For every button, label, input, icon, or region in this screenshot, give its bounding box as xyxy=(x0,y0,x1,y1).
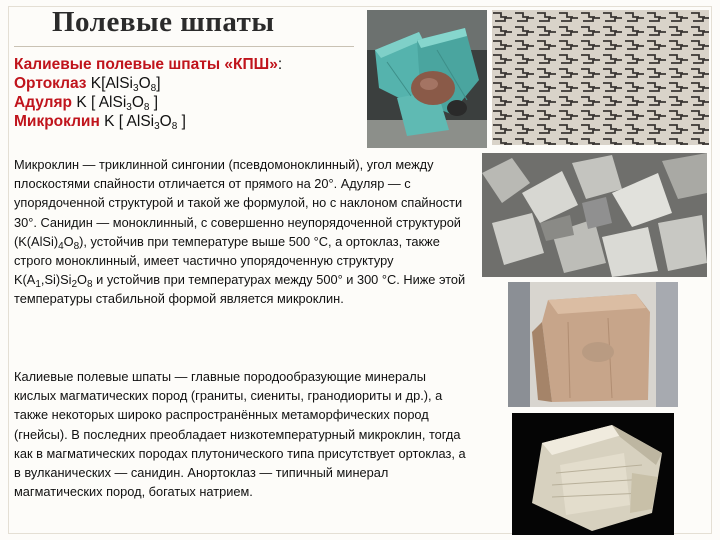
mineral-name: Микроклин xyxy=(14,113,100,130)
orthoclase-crystal-photo xyxy=(508,282,678,407)
formula-part: ] xyxy=(149,94,159,111)
formula-subscript: 8 xyxy=(143,102,150,113)
paragraph-occurrence: Калиевые полевые шпаты — главные породообразующие минералы кислых магматических пород (граниты, сиениты, гранодиориты и др.), а также некоторых широко распространённых метаморфических пород (гнейсы). В последних преобладает низкотемпературный микроклин, тогда как в магматических породах плутонического типа присутствует ортоклаз, а в вулканических — санидин. Анортоклаз — типичный минерал магматических пород, богатых натрием. xyxy=(14,369,466,500)
amazonite-crystal-photo xyxy=(367,10,487,148)
formula-part: O xyxy=(159,113,172,130)
formula-microcline xyxy=(14,112,364,131)
formula-subscript: 3 xyxy=(126,102,132,113)
formula-subscript: 3 xyxy=(133,83,139,94)
formula-subscript: 8 xyxy=(171,121,178,132)
text-run: и устойчив при температурах между 500° и 300 °С. Ниже этой температуры стабильной формой является микроклин. xyxy=(14,272,466,307)
page-title: Полевые шпаты xyxy=(52,6,275,38)
formula-part: O xyxy=(138,75,151,92)
formula-part: K[AlSi xyxy=(90,75,134,92)
text-run: O xyxy=(63,233,74,249)
text-run: ), устойчив при температуре выше 500 °С, а ортоклаз, также строго моноклинный, имеет частично упорядоченную структуру K(A xyxy=(14,233,440,288)
formula-part: O xyxy=(131,94,144,111)
formula-block xyxy=(14,55,364,131)
adularia-druse-photo xyxy=(482,153,707,277)
text-run: ,Si)Si xyxy=(40,272,72,288)
subscript: 4 xyxy=(58,240,64,252)
formula-part: K [ AlSi xyxy=(76,94,127,111)
heading-colon: : xyxy=(277,56,283,73)
perthite-texture-photo xyxy=(492,10,709,145)
subscript: 8 xyxy=(73,240,80,252)
text-run: O xyxy=(77,272,88,288)
formula-adularia xyxy=(14,93,364,112)
mineral-name: Адуляр xyxy=(14,94,72,111)
formula-subscript: 3 xyxy=(154,121,160,132)
formula-part: ] xyxy=(156,75,161,92)
text-run: Микроклин — триклинной сингонии (псевдомоноклинный), угол между плоскостями спайности отличается от прямого на 20°. Адуляр — с упорядоченной структурой и такой же формулой, но с наклоном спайности 30°. Санидин — моноклинный, с совершенно неупорядоченной структурой (K(AlSi) xyxy=(14,157,463,249)
formula-heading xyxy=(14,55,364,74)
paragraph-structure xyxy=(14,155,469,309)
microcline-crystal-photo xyxy=(512,413,674,535)
title-divider xyxy=(14,46,354,47)
formula-subscript: 8 xyxy=(150,83,157,94)
subscript: 1 xyxy=(35,279,41,291)
formula-part: K [ AlSi xyxy=(104,113,155,130)
formula-orthoclase xyxy=(14,74,364,93)
subscript: 2 xyxy=(71,279,78,291)
formula-part: ] xyxy=(177,113,186,130)
heading-bold: Калиевые полевые шпаты «КПШ» xyxy=(14,56,278,73)
mineral-name: Ортоклаз xyxy=(14,75,87,92)
subscript: 8 xyxy=(87,279,93,291)
